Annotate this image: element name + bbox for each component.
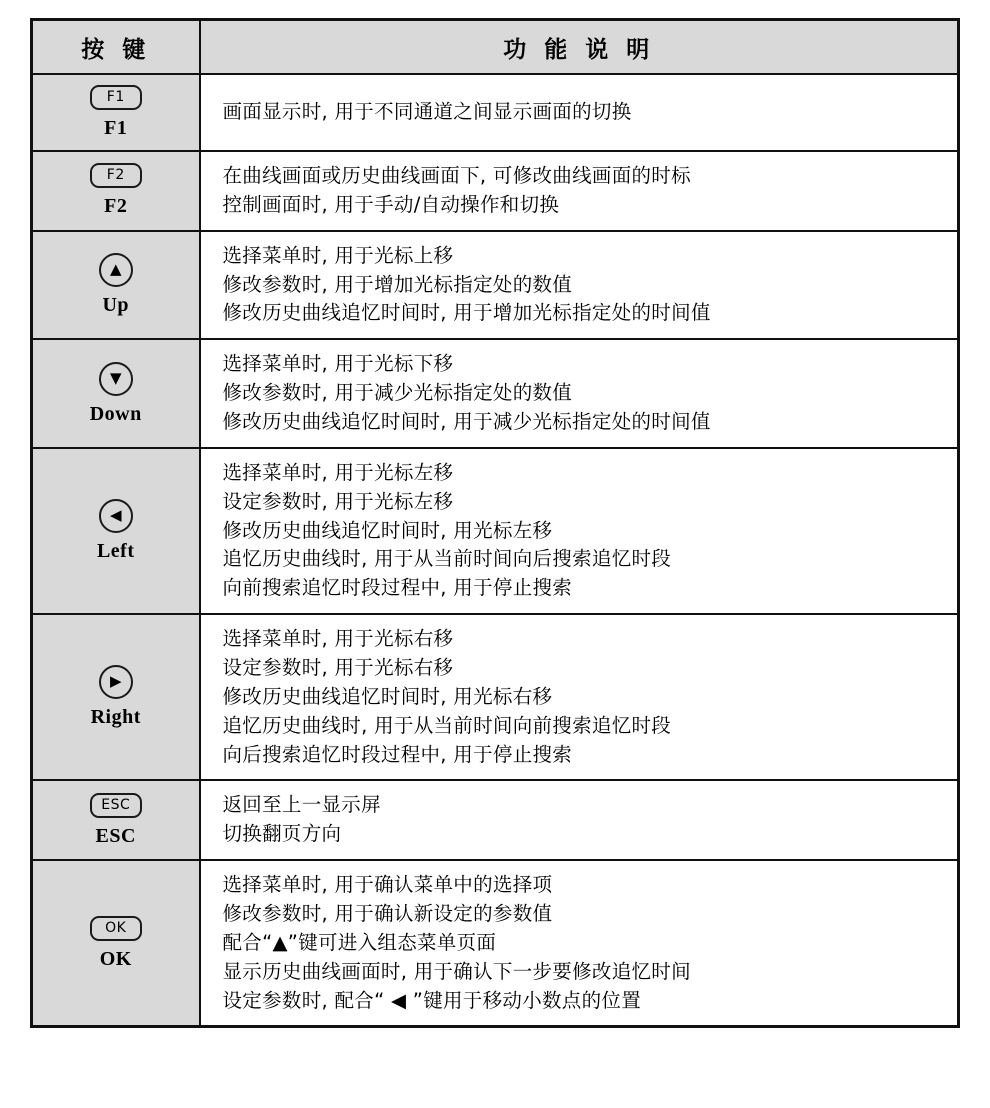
table-body [32, 74, 959, 1027]
table-header [32, 20, 959, 75]
description-line: 选择菜单时, 用于光标上移 [222, 243, 454, 267]
description-line: 设定参数时, 用于光标右移 [222, 656, 454, 680]
table-row [32, 780, 959, 860]
description-line: 选择菜单时, 用于光标下移 [222, 352, 454, 376]
description-line: 画面显示时, 用于不同通道之间显示画面的切换 [222, 100, 632, 124]
key-function-table [30, 18, 960, 1028]
key-label-f1: F1 [104, 117, 128, 139]
description-cell-left [200, 448, 959, 614]
description-line: 修改历史曲线追忆时间时, 用光标左移 [222, 518, 553, 542]
key-cell-left [32, 448, 200, 614]
description-line: 修改参数时, 用于确认新设定的参数值 [222, 902, 553, 926]
description-line: 向前搜索追忆时段过程中, 用于停止搜索 [222, 576, 573, 600]
description-line: 选择菜单时, 用于确认菜单中的选择项 [222, 873, 553, 897]
table-header-row [32, 20, 959, 75]
description-line: 选择菜单时, 用于光标右移 [222, 627, 454, 651]
description-cell-f1 [200, 74, 959, 151]
description-cell-esc [200, 780, 959, 860]
column-header-key: 按 键 [32, 20, 200, 75]
column-header-description: 功 能 说 明 [200, 20, 959, 75]
description-line: 选择菜单时, 用于光标左移 [222, 460, 454, 484]
table-row [32, 614, 959, 780]
key-label-down: Down [89, 402, 142, 425]
key-icon-right-arrow: ▶ [99, 665, 133, 699]
table-row [32, 74, 959, 151]
key-icon-f1: F1 [90, 85, 142, 110]
key-label-left: Left [96, 540, 135, 563]
description-line: 切换翻页方向 [222, 822, 342, 846]
description-cell-ok [200, 860, 959, 1027]
description-line: 追忆历史曲线时, 用于从当前时间向前搜索追忆时段 [222, 713, 672, 737]
description-line: 向后搜索追忆时段过程中, 用于停止搜索 [222, 742, 573, 766]
description-line: 设定参数时, 用于光标左移 [222, 489, 454, 513]
key-cell-esc [32, 780, 200, 860]
key-cell-up [32, 231, 200, 340]
key-cell-down [32, 339, 200, 448]
key-icon-ok: OK [90, 916, 142, 941]
key-label-esc: ESC [95, 824, 136, 847]
key-cell-f2 [32, 151, 200, 231]
table-row [32, 339, 959, 448]
table-row [32, 860, 959, 1027]
table-row [32, 448, 959, 614]
table-row [32, 231, 959, 340]
key-cell-f1 [32, 74, 200, 151]
description-line: 修改历史曲线追忆时间时, 用于增加光标指定处的时间值 [222, 301, 711, 325]
description-line: 设定参数时, 配合“ ◀ ”键用于移动小数点的位置 [222, 988, 641, 1012]
table-row [32, 151, 959, 231]
description-line: 返回至上一显示屏 [222, 793, 381, 817]
key-icon-f2: F2 [90, 163, 142, 188]
description-line: 在曲线画面或历史曲线画面下, 可修改曲线画面的时标 [222, 164, 691, 187]
description-line: 配合“▲”键可进入组态菜单页面 [222, 930, 497, 954]
key-label-ok: OK [99, 947, 132, 970]
description-cell-right [200, 614, 959, 780]
description-cell-down [200, 339, 959, 448]
key-icon-up-arrow: ▲ [99, 253, 133, 287]
description-cell-up [200, 231, 959, 340]
description-line: 修改历史曲线追忆时间时, 用于减少光标指定处的时间值 [222, 410, 711, 434]
description-line: 修改历史曲线追忆时间时, 用光标右移 [222, 684, 553, 708]
key-label-f2: F2 [104, 195, 128, 218]
key-icon-left-arrow: ◀ [99, 499, 133, 533]
description-line: 追忆历史曲线时, 用于从当前时间向后搜索追忆时段 [222, 547, 672, 571]
key-cell-ok [32, 860, 200, 1027]
key-label-up: Up [102, 294, 130, 316]
key-cell-right [32, 614, 200, 780]
key-icon-down-arrow: ▼ [99, 362, 133, 396]
key-icon-esc: ESC [90, 793, 142, 818]
description-line: 修改参数时, 用于减少光标指定处的数值 [222, 381, 573, 405]
description-line: 修改参数时, 用于增加光标指定处的数值 [222, 272, 573, 296]
description-line: 控制画面时, 用于手动/自动操作和切换 [222, 192, 560, 216]
description-cell-f2 [200, 151, 959, 231]
key-label-right: Right [90, 706, 141, 729]
description-line: 显示历史曲线画面时, 用于确认下一步要修改追忆时间 [222, 959, 691, 983]
